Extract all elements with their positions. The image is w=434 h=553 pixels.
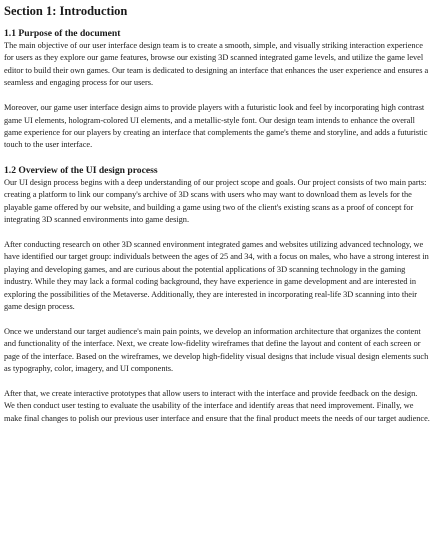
paragraph: After conducting research on other 3D scanned environment integrated games and websites utilizing advanced technology, we have identified our target group: individuals between the ages of 25 and 34, with a focus on males, who have a strong interest in playing and developing games, and are curious about the potential applications of 3D scanning technology in the gaming industry. While they may lack a formal coding background, they have experience in game development and are interested in exploring the possibilities of the Metaverse. Additionally, they are interested in incorporating real-life 3D scanning into their game design process.	[4, 239, 429, 311]
paragraph: Moreover, our game user interface design aims to provide players with a futuristic look and feel by incorporating high contrast game UI elements, hologram-colored UI elements, and a metallic-style font. Our design team intends to enhance the overall game experience for our players by creating an interface that complements the game's theme and storyline, and adds a futuristic touch to the user interface.	[4, 103, 428, 150]
paragraph: After that, we create interactive prototypes that allow users to interact with the interface and provide feedback on the design. We then conduct user testing to evaluate the usability of the interface and identify areas that need improvement. Finally, we make final changes to polish our previous user interface and ensure that the final product meets the needs of our target audience.	[4, 388, 430, 423]
paragraph-gap	[4, 376, 430, 388]
subsection-title-overview: 1.2 Overview of the UI design process	[4, 164, 158, 176]
paragraph: The main objective of our user interface design team is to create a smooth, simple, and visually striking interaction experience for users as they explore our game features, browse our existing 3D scanned integrated game levels, and utilize the game level editor to build their own games. Our team is dedicated to designing an interface that enhances the user experience and ensures a seamless and engaging process for our users.	[4, 41, 429, 88]
paragraph: Once we understand our target audience's main pain points, we develop an information architecture that organizes the content and functionality of the interface. Next, we create low-fidelity wireframes that define the layout and content of each screen or page of the interface. Based on the wireframes, we develop high-fidelity visual designs that include visual design elements such as typography, color, imagery, and UI components.	[4, 326, 429, 374]
paragraph-gap	[4, 313, 430, 325]
section-gap	[4, 152, 430, 165]
document-page	[4, 4, 430, 425]
section-title: Section 1: Introduction	[4, 4, 128, 18]
paragraph-gap	[4, 226, 430, 238]
subsection-title-purpose: 1.1 Purpose of the document	[4, 28, 121, 39]
paragraph-gap	[4, 90, 430, 102]
paragraph: Our UI design process begins with a deep understanding of our project scope and goals. Our project consists of two main parts: creating a platform to link our company's archive of 3D scans with users who may want to download them as levels for the playable game offered by our website, and building a game using two of the client's existing scans as a proof of concept for integrating 3D scanned environments into game design.	[4, 177, 427, 224]
